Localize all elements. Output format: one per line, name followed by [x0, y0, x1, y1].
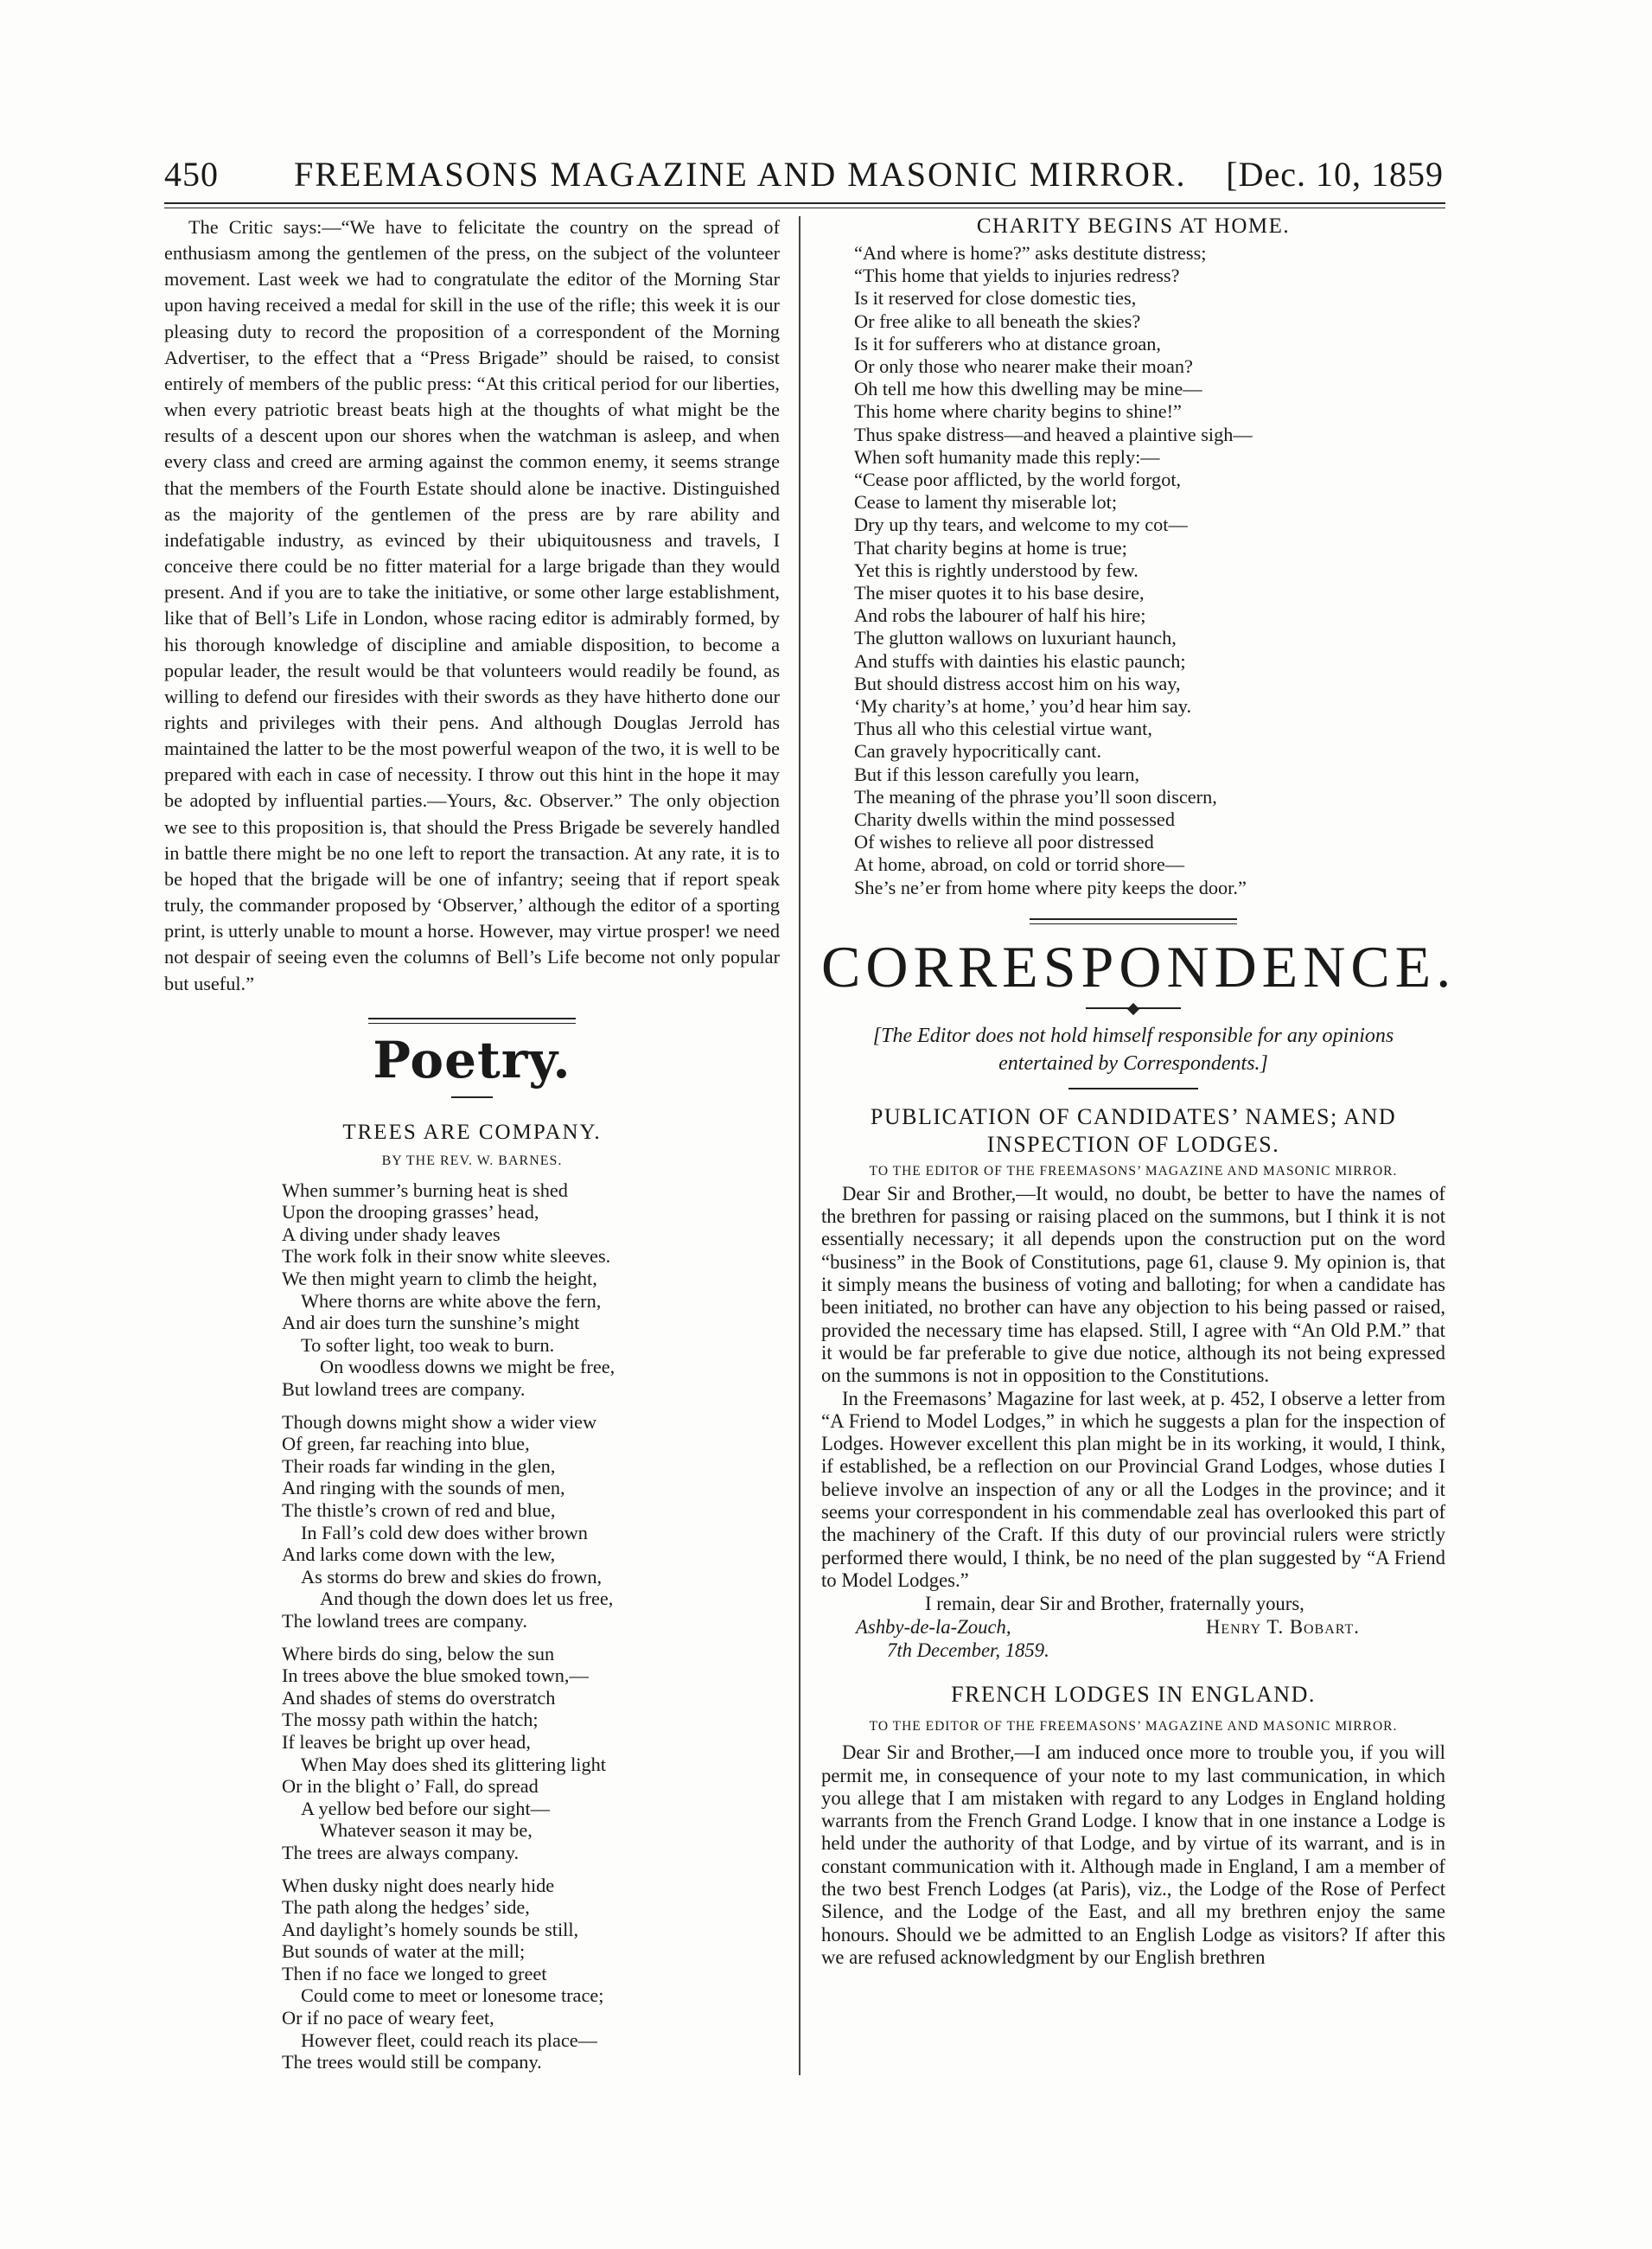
poem-stanza-4 — [282, 1875, 780, 2073]
correspondence-heading: CORRESPONDENCE. — [821, 933, 1457, 1000]
poem-line: Their roads far winding in the glen, — [282, 1454, 556, 1477]
poem-line: We then might yearn to climb the height, — [282, 1268, 597, 1290]
poem-line: She’s ne’er from home where pity keeps the door.” — [854, 876, 1247, 898]
poem-line: Cease to lament thy miserable lot; — [854, 491, 1118, 514]
section-rule — [1030, 918, 1237, 924]
section-rule — [368, 1018, 576, 1024]
poem-line: Or free alike to all beneath the skies? — [854, 310, 1141, 332]
poem-line: And larks come down with the lew, — [282, 1543, 556, 1566]
poem-line: And stuffs with dainties his elastic paunch; — [854, 649, 1186, 672]
poem-line: Or in the blight o’ Fall, do spread — [282, 1775, 539, 1798]
poem-line: But if this lesson carefully you learn, — [854, 763, 1140, 785]
poem-line: “And where is home?” asks destitute distress; — [854, 242, 1207, 264]
poem-line: Of wishes to relieve all poor distressed — [854, 831, 1154, 853]
running-header — [164, 147, 1444, 202]
issue-date: [Dec. 10, 1859 — [1226, 155, 1444, 194]
charity-poem-title: CHARITY BEGINS AT HOME. — [976, 214, 1291, 238]
letter1-addressee: TO THE EDITOR OF THE FREEMASONS’ MAGAZINE AND MASONIC MIRROR. — [869, 1163, 1398, 1179]
letter1-place: Ashby-de-la-Zouch, — [856, 1616, 1011, 1639]
letter1-title-line2: INSPECTION OF LODGES. — [986, 1131, 1280, 1157]
letter1-closing: I remain, dear Sir and Brother, fraternally yours, — [925, 1593, 1304, 1615]
poem-line: And daylight’s homely sounds be still, — [282, 1918, 579, 1940]
poem-byline: BY THE REV. W. BARNES. — [381, 1153, 563, 1168]
poem-line: When dusky night does nearly hide — [282, 1874, 555, 1896]
letter1-title-line1: PUBLICATION OF CANDIDATES’ NAMES; AND — [870, 1103, 1397, 1129]
header-rule — [164, 202, 1445, 208]
poem-line: “Cease poor afflicted, by the world forgot, — [854, 469, 1182, 491]
poem-line: Where thorns are white above the fern, — [301, 1289, 602, 1312]
poem-line: However fleet, could reach its place— — [301, 2029, 597, 2051]
letter1-paragraph: In the Freemasons’ Magazine for last week, at p. 452, I observe a letter from “A Friend to Model Lodges,” in which he suggests a plan for the inspection of Lodges. However excellent this plan might be in its working, it would, I think, if established, be a reflection on our Provincial Grand Lodges, whose duties I believe involve an inspection of any or all the Lodges in the province; and it seems your correspondent in his commendable zeal has overlooked this part of the machinery of the Craft. If this duty of our provincial rulers were strictly performed there would, I think, be no need of the plan suggested by “A Friend to Model Lodges.” — [821, 1387, 1445, 1591]
poem-line: Whatever season it may be, — [320, 1819, 533, 1842]
left-column — [164, 214, 780, 2073]
poem-line: And robs the labourer of half his hire; — [854, 604, 1146, 627]
poem-line: To softer light, too weak to burn. — [301, 1333, 555, 1356]
letter1-date: 7th December, 1859. — [887, 1639, 1049, 1662]
poem-stanza-3 — [282, 1643, 780, 1864]
poem-line: ‘My charity’s at home,’ you’d hear him say. — [854, 695, 1192, 718]
column-divider — [799, 216, 800, 2075]
poem-line: A diving under shady leaves — [282, 1223, 501, 1245]
letter2-addressee: TO THE EDITOR OF THE FREEMASONS’ MAGAZINE AND MASONIC MIRROR. — [869, 1719, 1398, 1735]
poem-line: This home where charity begins to shine!” — [854, 400, 1182, 423]
editor-disclaimer: [The Editor does not hold himself responsible for any opinions entertained by Correspondents.] — [872, 1024, 1394, 1075]
poem-line: The glutton wallows on luxuriant haunch, — [854, 627, 1177, 649]
letter1-paragraph: Dear Sir and Brother,—It would, no doubt, be better to have the names of the brethren for passing or raising placed on the summons, but I think it is not essentially necessary; it all depends upon the construction put on the word “business” in the Book of Constitutions, page 61, clause 9. My opinion is, that it simply means the business of voting and balloting; for when a candidate has been initiated, no brother can have any objection to his being passed or raised, provided the necessary time has elapsed. Still, I agree with “An Old P.M.” that it would be far preferable to give due notice, although its not being expressed on the summons is not in opposition to the Constitutions. — [821, 1182, 1445, 1387]
poem-line: Oh tell me how this dwelling may be mine— — [854, 378, 1202, 400]
poem-line: And air does turn the sunshine’s might — [282, 1312, 580, 1334]
poem-line: Yet this is rightly understood by few. — [854, 559, 1139, 581]
charity-poem — [821, 242, 1445, 899]
poem-line: Though downs might show a wider view — [282, 1410, 597, 1433]
poem-line: When soft humanity made this reply:— — [854, 445, 1160, 468]
page-number: 450 — [164, 155, 219, 194]
poem-line: The thistle’s crown of red and blue, — [282, 1499, 556, 1521]
poem-line: A yellow bed before our sight— — [301, 1797, 550, 1819]
poem-line: Or if no pace of weary feet, — [282, 2007, 494, 2029]
poem-line: The path along the hedges’ side, — [282, 1896, 530, 1919]
poem-line: But lowland trees are company. — [282, 1378, 526, 1401]
letter1-signer: Henry T. Bobart. — [1206, 1616, 1360, 1639]
poem-line: In trees above the blue smoked town,— — [282, 1664, 589, 1687]
poem-line: Is it reserved for close domestic ties, — [854, 287, 1137, 310]
poem-line: At home, abroad, on cold or torrid shore— — [854, 853, 1185, 876]
poem-line: If leaves be bright up over head, — [282, 1730, 531, 1753]
poem-line: Can gravely hypocritically cant. — [854, 740, 1102, 763]
poem-line: “This home that yields to injuries redress? — [854, 265, 1180, 287]
poem-line: When summer’s burning heat is shed — [282, 1179, 568, 1201]
poem-line: The trees are always company. — [282, 1841, 520, 1863]
poem-line: And shades of stems do overstratch — [282, 1686, 556, 1709]
poem-title: TREES ARE COMPANY. — [342, 1120, 602, 1144]
poem-line: When May does shed its glittering light — [301, 1753, 606, 1775]
poem-line: Or only those who nearer make their moan? — [854, 355, 1193, 378]
letter2-title: FRENCH LODGES IN ENGLAND. — [951, 1682, 1316, 1708]
poem-stanza-1 — [282, 1179, 780, 1401]
letter2-body — [821, 1741, 1445, 1969]
poem-line: Then if no face we longed to greet — [282, 1962, 547, 1984]
critic-paragraph: The Critic says:—“We have to felicitate the country on the spread of enthusiasm among the gentlemen of the press, on the subject of the volunteer movement. Last week we had to congratulate the editor of the Morning Star upon having received a medal for skill in the use of the rifle; this week it is our pleasing duty to record the proposition of a correspondent of the Morning Advertiser, to the effect that a “Press Brigade” should be raised, to consist entirely of members of the public press: “At this critical period for our liberties, when every patriotic breast beats high at the thoughts of what might be the results of a descent upon our shores when the watchman is asleep, and when every class and creed are arming against the common enemy, it seems strange that the members of the Fourth Estate should alone be inactive. Distinguished as the majority of the gentlemen of the press are by rare ability and indefatigable industry, as evinced by their ubiquitousness and travels, I conceive there could be no fitter material for a large brigade than they would present. And if you are to take the initiative, or some other large establishment, like that of Bell’s Life in London, whose racing editor is admirably formed, by his thorough knowledge of discipline and amiable disposition, to become a popular leader, the result would be that volunteers would readily be found, as willing to defend our firesides with their swords as they have hitherto done our rights and privileges with their pens. And although Douglas Jerrold has maintained the latter to be the most powerful weapon of the two, it is well to be prepared with each in case of necessity. I throw out this hint in the hope it may be adopted by influential parties.—Yours, &c. Observer.” The only objection we see to this proposition is, that should the Press Brigade be severely handled in battle there might be no one left to report the transaction. At any rate, it is to be hoped that the brigade will be one of infantry; seeing that if report speak truly, the commander proposed by ‘Observer,’ although the editor of a sporting print, is utterly unable to mount a horse. However, may virtue prosper! we need not despair of seeing even the columns of Bell’s Life become not only popular but useful.” — [164, 216, 780, 994]
poem-stanza-2 — [282, 1411, 780, 1632]
poem-line: Is it for sufferers who at distance groan, — [854, 332, 1161, 355]
right-column — [821, 214, 1457, 1969]
letter1-signature-line — [821, 1615, 1445, 1639]
letter1-body — [821, 1183, 1445, 1592]
poem-line: The trees would still be company. — [282, 2051, 542, 2073]
poem-line: That charity begins at home is true; — [854, 536, 1127, 559]
letter2-paragraph: Dear Sir and Brother,—I am induced once more to trouble you, if you will permit me, in consequence of your note to my last communication, in which you allege that I am mistaken with regard to any Lodges in England holding warrants from the French Grand Lodge. I know that in one instance a Lodge is held under the authority of that Lodge, and by virtue of its warrant, and is in constant communication with it. Although made in England, I am a member of the two best French Lodges (at Paris), viz., the Lodge of the Rose of Perfect Silence, and the Lodge of the East, and all my brethren enjoy the same honours. Should we be admitted to an English Lodge as visitors? If after this we are refused acknowledgment by our English brethren — [821, 1741, 1445, 1968]
poem-line: On woodless downs we might be free, — [320, 1356, 616, 1378]
poem-line: Of green, far reaching into blue, — [282, 1433, 530, 1455]
diamond-ornament — [821, 1001, 1445, 1013]
poem-line: The mossy path within the hatch; — [282, 1709, 539, 1731]
poem-line: As storms do brew and skies do frown, — [301, 1565, 603, 1588]
poem-line: The meaning of the phrase you’ll soon discern, — [854, 785, 1217, 808]
poem-line: The work folk in their snow white sleeves. — [282, 1245, 611, 1268]
poem-line: But sounds of water at the mill; — [282, 1940, 526, 1963]
magazine-title: FREEMASONS MAGAZINE AND MASONIC MIRROR. — [294, 155, 1187, 194]
poem-line: The miser quotes it to his base desire, — [854, 582, 1145, 604]
poem-line: Could come to meet or lonesome trace; — [301, 1984, 604, 2007]
poem-line: Where birds do sing, below the sun — [282, 1642, 555, 1664]
poem-line: And ringing with the sounds of men, — [282, 1477, 565, 1499]
poetry-heading: Poetry. — [373, 1030, 571, 1089]
poem-line: Upon the drooping grasses’ head, — [282, 1201, 539, 1224]
poem-line: In Fall’s cold dew does wither brown — [301, 1521, 588, 1543]
poem-line: The lowland trees are company. — [282, 1609, 527, 1632]
poem-line: Thus all who this celestial virtue want, — [854, 718, 1152, 740]
poem-line: And though the down does let us free, — [320, 1588, 614, 1610]
poem-line: Thus spake distress—and heaved a plaintive sigh— — [854, 423, 1253, 445]
poem-line: But should distress accost him on his way, — [854, 672, 1181, 694]
poem-line: Charity dwells within the mind possessed — [854, 808, 1175, 831]
poem-line: Dry up thy tears, and welcome to my cot— — [854, 514, 1188, 536]
